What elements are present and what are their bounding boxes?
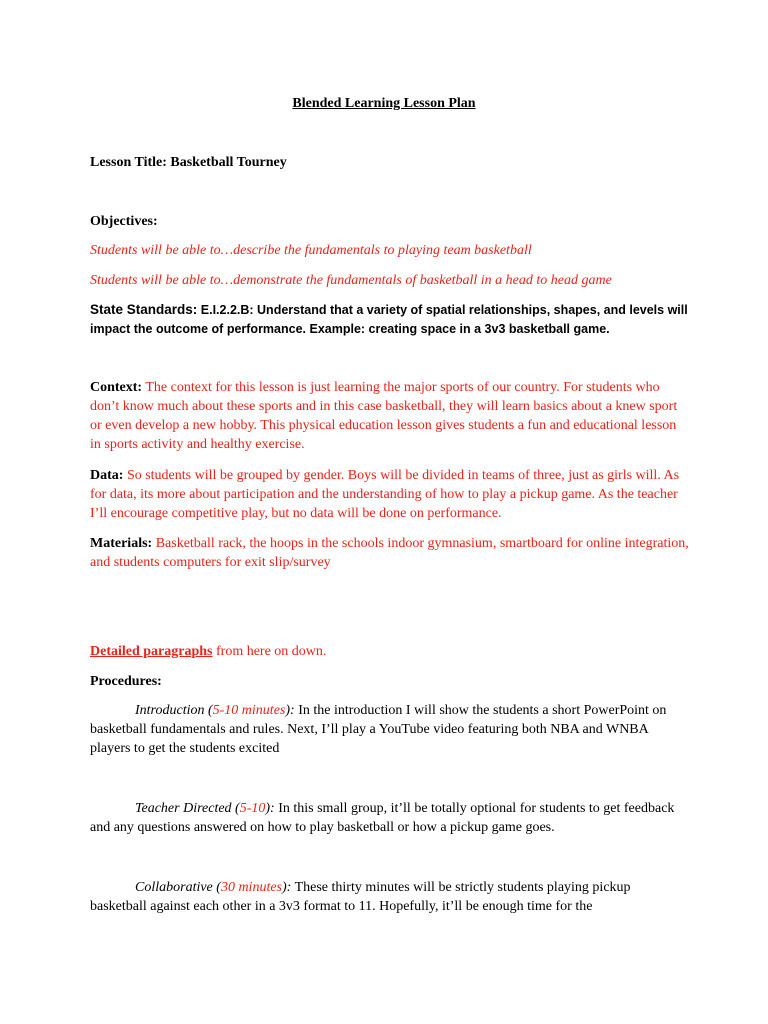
materials-paragraph — [90, 534, 690, 572]
intro-close: ): — [285, 703, 295, 718]
collab-time: 30 minutes — [220, 880, 282, 895]
data-paragraph — [90, 466, 690, 523]
procedures-heading: Procedures: — [90, 674, 162, 689]
objectives-heading: Objectives: — [90, 214, 158, 229]
context-label: Context: — [90, 380, 143, 395]
procedure-collaborative — [90, 878, 690, 916]
procedure-teacher-directed — [90, 799, 690, 837]
collab-label: Collaborative ( — [135, 880, 221, 895]
intro-time: 5-10 minutes — [212, 703, 286, 718]
teacher-close: ): — [265, 801, 275, 816]
state-standards — [90, 300, 690, 339]
context-paragraph — [90, 378, 690, 454]
context-text: The context for this lesson is just learning the major sports of our country. For students who don’t know much about these sports and in this case basketball, they will learn basics about a knew sport or even develop a new hobby. This physical education lesson gives students a fun and educational lesson in sports activity and healthy exercise. — [90, 380, 678, 452]
intro-label: Introduction ( — [135, 703, 213, 718]
teacher-label: Teacher Directed ( — [135, 801, 240, 816]
materials-text: Basketball rack, the hoops in the schools indoor gymnasium, smartboard for online integration, and students computers for exit slip/survey — [90, 536, 689, 570]
collab-text: These thirty minutes will be strictly students playing pickup basketball against each other in a 3v3 format to 11. Hopefully, it’ll be enough time for the — [90, 880, 631, 914]
procedure-introduction — [90, 701, 690, 758]
state-standards-text: E.I.2.2.B: Understand that a variety of spatial relationships, shapes, and levels will impact the outcome of performance. Example: creating space in a 3v3 basketball game. — [90, 303, 688, 336]
detailed-label: Detailed paragraphs — [90, 644, 213, 659]
teacher-time: 5-10 — [239, 801, 266, 816]
collab-close: ): — [282, 880, 292, 895]
data-label: Data: — [90, 468, 124, 483]
data-text: So students will be grouped by gender. Boys will be divided in teams of three, just as girls will. As for data, its more about participation and the understanding of how to play a pickup game. As the teacher I’ll encourage competitive play, but no data will be done on performance. — [90, 468, 680, 521]
materials-label: Materials: — [90, 536, 153, 551]
lesson-title — [90, 153, 690, 172]
objective-item: Students will be able to…demonstrate the fundamentals of basketball in a head to head game — [90, 273, 612, 288]
detailed-paragraphs-note — [90, 642, 690, 661]
state-standards-label: State Standards: — [90, 302, 198, 317]
lesson-title-label: Lesson Title: — [90, 155, 167, 170]
teacher-text: In this small group, it’ll be totally optional for students to get feedback and any questions answered on how to play basketball or how a pickup game goes. — [90, 801, 675, 835]
detailed-rest: from here on down. — [212, 644, 327, 659]
lesson-title-value: Basketball Tourney — [170, 155, 287, 170]
page-title: Blended Learning Lesson Plan — [292, 96, 476, 111]
intro-text: In the introduction I will show the students a short PowerPoint on basketball fundamentals and rules. Next, I’ll play a YouTube video featuring both NBA and WNBA players to get the students excited — [90, 703, 667, 756]
objective-item: Students will be able to…describe the fundamentals to playing team basketball — [90, 243, 532, 258]
